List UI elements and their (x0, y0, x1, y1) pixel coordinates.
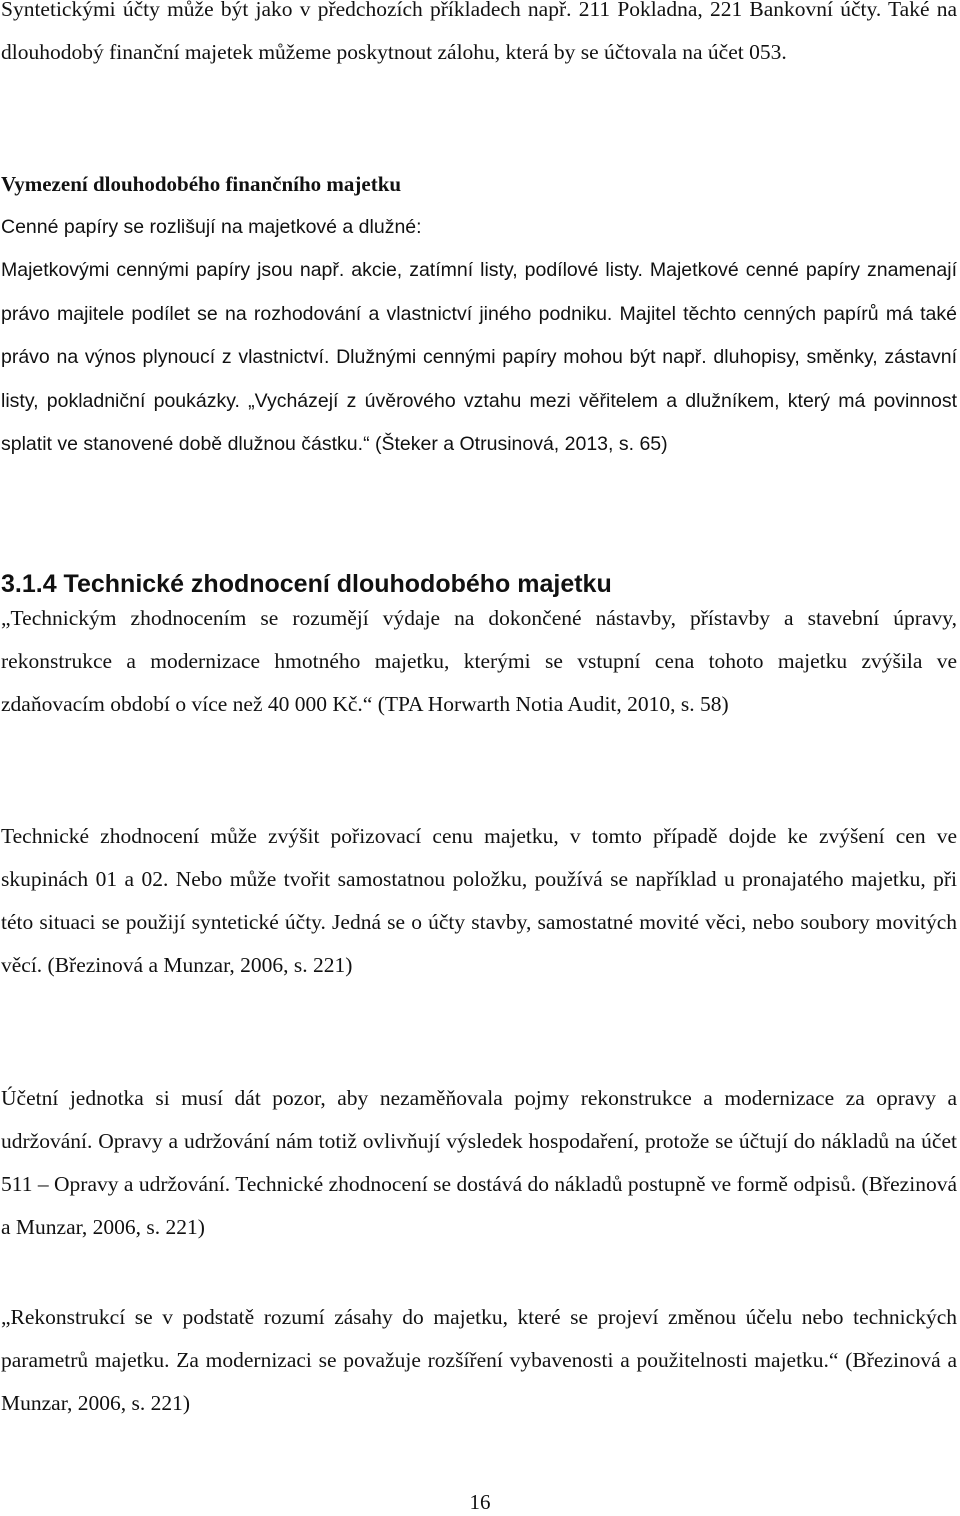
financial-asset-heading: Vymezení dlouhodobého finančního majetku (1, 172, 402, 196)
technical-appreciation-definition-paragraph: „Technickým zhodnocením se rozumějí výdaje na dokončené nástavby, přístavby a stavební úpravy, rekonstrukce a modernizace hmotného majetku, kterými se vstupní cena tohoto majetku zvýšila ve zdaňovacím období o více než 40 000 Kč.“ (TPA Horwarth Notia Audit, 2010, s. 58) (1, 606, 957, 716)
technical-appreciation-cost-paragraph: Technické zhodnocení může zvýšit pořizovací cenu majetku, v tomto případě dojde ke zvýšení cen ve skupinách 01 a 02. Nebo může tvořit samostatnou položku, používá se například u pronajatého majetku, při této situaci se použijí syntetické účty. Jedná se o účty stavby, samostatné movité věci, nebo soubory movitých věcí. (Březinová a Munzar, 2006, s. 221) (1, 824, 957, 977)
securities-classification-paragraph: Cenné papíry se rozlišují na majetkové a dlužné: (1, 216, 422, 238)
page-number: 16 (469, 1490, 491, 1514)
section-heading: 3.1.4 Technické zhodnocení dlouhodobého majetku (1, 570, 612, 598)
repairs-maintenance-paragraph: Účetní jednotka si musí dát pozor, aby nezaměňovala pojmy rekonstrukce a modernizace za opravy a udržování. Opravy a udržování nám totiž ovlivňují výsledek hospodaření, protože se účtují do nákladů na účet 511 – Opravy a udržování. Technické zhodnocení se dostává do nákladů postupně ve formě odpisů. (Březinová a Munzar, 2006, s. 221) (1, 1086, 957, 1239)
reconstruction-modernization-paragraph: „Rekonstrukcí se v podstatě rozumí zásahy do majetku, které se projeví změnou účelu nebo technických parametrů majetku. Za modernizaci se považuje rozšíření vybavenosti a použitelnosti majetku.“ (Březinová a Munzar, 2006, s. 221) (1, 1305, 957, 1415)
securities-description-paragraph: Majetkovými cennými papíry jsou např. akcie, zatímní listy, podílové listy. Majetkové cenné papíry znamenají právo majitele podílet se na rozhodování a vlastnictví jiného podniku. Majitel těchto cenných papírů má také právo na výnos plynoucí z vlastnictví. Dlužnými cennými papíry mohou být např. dluhopisy, směnky, zástavní listy, pokladniční poukázky. „Vycházejí z úvěrového vztahu mezi věřitelem a dlužníkem, který má povinnost splatit ve stanovené době dlužnou částku.“ (Šteker a Otrusinová, 2013, s. 65) (1, 259, 957, 455)
intro-paragraph: Syntetickými účty může být jako v předchozích příkladech např. 211 Pokladna, 221 Bankovní účty. Také na dlouhodobý finanční majetek můžeme poskytnout zálohu, která by se účtovala na účet 053. (1, 0, 957, 64)
